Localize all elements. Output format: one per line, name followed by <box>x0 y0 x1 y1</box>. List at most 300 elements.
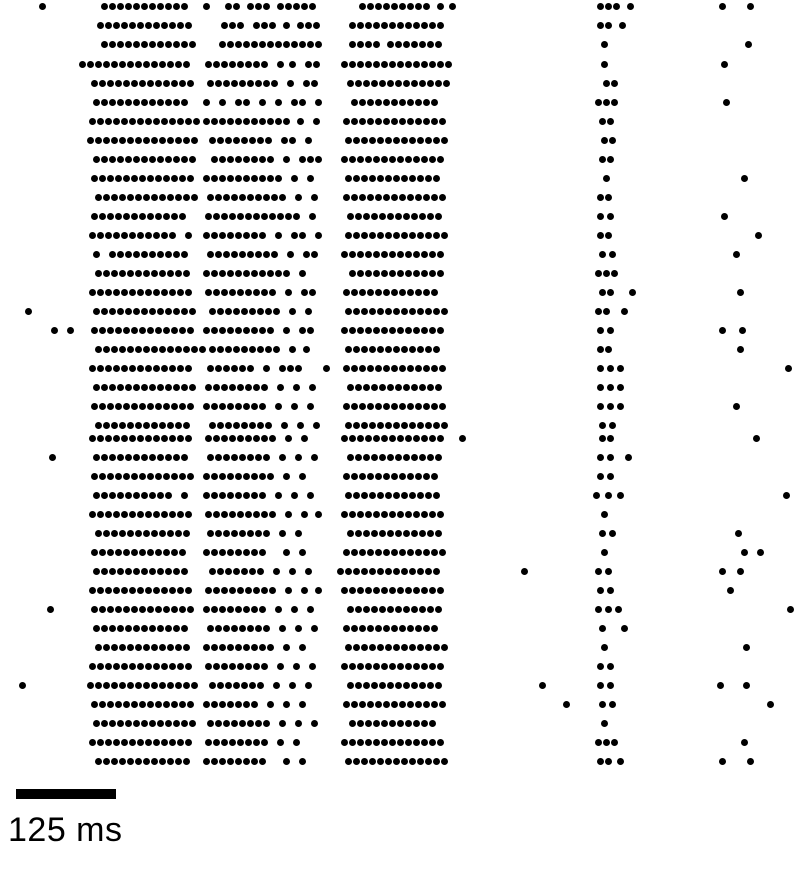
spike-marker <box>243 175 250 182</box>
spike-marker <box>159 682 166 689</box>
spike-marker <box>433 644 440 651</box>
spike-marker <box>385 492 392 499</box>
spike-marker <box>131 403 138 410</box>
spike-marker <box>93 308 100 315</box>
spike-marker <box>315 99 322 106</box>
spike-marker <box>435 384 442 391</box>
spike-marker <box>129 435 136 442</box>
spike-marker <box>263 530 270 537</box>
spike-marker <box>375 194 382 201</box>
spike-marker <box>275 492 282 499</box>
spike-marker <box>225 137 232 144</box>
spike-marker <box>741 739 748 746</box>
spike-marker <box>307 41 314 48</box>
spike-marker <box>397 270 404 277</box>
spike-marker <box>219 99 226 106</box>
spike-marker <box>229 384 236 391</box>
spike-marker <box>165 625 172 632</box>
spike-marker <box>187 175 194 182</box>
spike-marker <box>407 194 414 201</box>
spike-marker <box>111 422 118 429</box>
spike-marker <box>399 549 406 556</box>
spike-marker <box>221 213 228 220</box>
spike-marker <box>413 251 420 258</box>
spike-marker <box>435 530 442 537</box>
spike-marker <box>431 625 438 632</box>
spike-marker <box>157 41 164 48</box>
spike-marker <box>385 568 392 575</box>
spike-marker <box>145 22 152 29</box>
spike-marker <box>255 625 262 632</box>
spike-marker <box>421 435 428 442</box>
spike-marker <box>385 137 392 144</box>
spike-marker <box>213 289 220 296</box>
spike-marker <box>415 403 422 410</box>
spike-marker <box>409 232 416 239</box>
spike-marker <box>403 41 410 48</box>
spike-marker <box>397 435 404 442</box>
spike-marker <box>381 511 388 518</box>
spike-marker <box>279 454 286 461</box>
spike-marker <box>111 194 118 201</box>
spike-marker <box>607 118 614 125</box>
spike-marker <box>741 549 748 556</box>
spike-marker <box>397 720 404 727</box>
spike-marker <box>397 251 404 258</box>
spike-marker <box>421 270 428 277</box>
spike-marker <box>173 720 180 727</box>
spike-marker <box>139 473 146 480</box>
spike-marker <box>107 80 114 87</box>
spike-marker <box>205 213 212 220</box>
spike-marker <box>353 346 360 353</box>
spike-marker <box>179 327 186 334</box>
spike-marker <box>755 232 762 239</box>
spike-marker <box>361 492 368 499</box>
spike-marker <box>437 587 444 594</box>
spike-marker <box>205 587 212 594</box>
spike-marker <box>169 511 176 518</box>
spike-marker <box>285 289 292 296</box>
spike-marker <box>261 384 268 391</box>
spike-marker <box>239 720 246 727</box>
spike-marker <box>219 473 226 480</box>
spike-marker <box>141 568 148 575</box>
spike-marker <box>415 549 422 556</box>
spike-marker <box>259 473 266 480</box>
spike-marker <box>245 435 252 442</box>
spike-marker <box>429 61 436 68</box>
spike-marker <box>157 568 164 575</box>
spike-marker <box>343 701 350 708</box>
spike-marker <box>185 663 192 670</box>
spike-marker <box>405 720 412 727</box>
spike-marker <box>595 739 602 746</box>
spike-marker <box>423 473 430 480</box>
spike-marker <box>117 99 124 106</box>
spike-marker <box>369 175 376 182</box>
spike-marker <box>365 720 372 727</box>
spike-marker <box>625 454 632 461</box>
spike-marker <box>211 175 218 182</box>
spike-marker <box>431 365 438 372</box>
spike-marker <box>235 41 242 48</box>
spike-marker <box>123 213 130 220</box>
spike-marker <box>289 137 296 144</box>
spike-marker <box>417 568 424 575</box>
spike-marker <box>343 194 350 201</box>
spike-marker <box>239 625 246 632</box>
spike-marker <box>277 663 284 670</box>
spike-marker <box>189 41 196 48</box>
spike-marker <box>345 758 352 765</box>
spike-marker <box>265 137 272 144</box>
spike-marker <box>253 663 260 670</box>
spike-marker <box>337 568 344 575</box>
spike-marker <box>157 308 164 315</box>
spike-marker <box>155 701 162 708</box>
spike-marker <box>199 346 206 353</box>
spike-marker <box>221 739 228 746</box>
spike-marker <box>305 308 312 315</box>
spike-marker <box>389 61 396 68</box>
spike-marker <box>97 22 104 29</box>
spike-marker <box>177 587 184 594</box>
spike-marker <box>121 118 128 125</box>
spike-marker <box>139 175 146 182</box>
spike-marker <box>213 384 220 391</box>
spike-marker <box>211 327 218 334</box>
spike-marker <box>347 682 354 689</box>
spike-marker <box>413 61 420 68</box>
spike-marker <box>159 644 166 651</box>
spike-marker <box>373 511 380 518</box>
spike-marker <box>389 270 396 277</box>
spike-marker <box>203 232 210 239</box>
spike-marker <box>183 644 190 651</box>
spike-marker <box>187 327 194 334</box>
spike-marker <box>275 118 282 125</box>
spike-marker <box>269 289 276 296</box>
spike-marker <box>265 422 272 429</box>
spike-marker <box>599 701 606 708</box>
spike-marker <box>123 175 130 182</box>
spike-marker <box>315 156 322 163</box>
spike-marker <box>149 625 156 632</box>
spike-marker <box>379 384 386 391</box>
spike-marker <box>389 587 396 594</box>
spike-marker <box>93 720 100 727</box>
spike-marker <box>395 682 402 689</box>
spike-marker <box>367 701 374 708</box>
spike-marker <box>371 384 378 391</box>
spike-marker <box>231 720 238 727</box>
spike-marker <box>241 137 248 144</box>
spike-marker <box>181 720 188 727</box>
spike-marker <box>413 22 420 29</box>
spike-marker <box>309 384 316 391</box>
spike-marker <box>617 384 624 391</box>
spike-marker <box>97 365 104 372</box>
spike-marker <box>175 682 182 689</box>
spike-marker <box>165 568 172 575</box>
spike-marker <box>223 80 230 87</box>
spike-marker <box>151 422 158 429</box>
spike-marker <box>607 682 614 689</box>
spike-marker <box>177 739 184 746</box>
spike-marker <box>381 739 388 746</box>
spike-marker <box>235 175 242 182</box>
spike-marker <box>257 568 264 575</box>
spike-marker <box>181 454 188 461</box>
spike-marker <box>609 137 616 144</box>
spike-marker <box>217 308 224 315</box>
spike-marker <box>431 194 438 201</box>
spike-marker <box>341 251 348 258</box>
spike-marker <box>621 625 628 632</box>
spike-marker <box>103 194 110 201</box>
spike-marker <box>611 739 618 746</box>
spike-marker <box>597 384 604 391</box>
spike-marker <box>177 435 184 442</box>
spike-marker <box>185 232 192 239</box>
spike-marker <box>169 365 176 372</box>
spike-marker <box>143 422 150 429</box>
spike-marker <box>153 587 160 594</box>
spike-marker <box>351 289 358 296</box>
spike-marker <box>101 454 108 461</box>
spike-marker <box>141 720 148 727</box>
spike-marker <box>309 3 316 10</box>
spike-marker <box>109 720 116 727</box>
spike-marker <box>137 22 144 29</box>
spike-marker <box>129 663 136 670</box>
spike-marker <box>189 720 196 727</box>
spike-marker <box>227 549 234 556</box>
spike-marker <box>409 422 416 429</box>
spike-marker <box>105 511 112 518</box>
spike-marker <box>605 568 612 575</box>
spike-marker <box>433 492 440 499</box>
spike-marker <box>259 232 266 239</box>
spike-marker <box>259 403 266 410</box>
spike-marker <box>163 213 170 220</box>
spike-marker <box>109 3 116 10</box>
spike-marker <box>359 194 366 201</box>
spike-marker <box>433 308 440 315</box>
spike-marker <box>89 435 96 442</box>
spike-marker <box>357 739 364 746</box>
spike-marker <box>157 720 164 727</box>
spike-marker <box>213 511 220 518</box>
spike-marker <box>313 61 320 68</box>
spike-marker <box>295 720 302 727</box>
spike-marker <box>223 365 230 372</box>
spike-marker <box>263 365 270 372</box>
spike-marker <box>425 346 432 353</box>
spike-marker <box>345 308 352 315</box>
spike-marker <box>407 403 414 410</box>
spike-marker <box>445 61 452 68</box>
spike-marker <box>285 3 292 10</box>
spike-marker <box>133 41 140 48</box>
spike-marker <box>369 422 376 429</box>
spike-marker <box>121 511 128 518</box>
spike-marker <box>423 365 430 372</box>
spike-marker <box>401 175 408 182</box>
spike-marker <box>301 587 308 594</box>
spike-marker <box>413 720 420 727</box>
spike-marker <box>343 365 350 372</box>
spike-marker <box>119 758 126 765</box>
spike-marker <box>155 213 162 220</box>
spike-marker <box>185 289 192 296</box>
spike-marker <box>607 289 614 296</box>
spike-marker <box>433 422 440 429</box>
spike-marker <box>381 587 388 594</box>
spike-marker <box>175 530 182 537</box>
spike-marker <box>399 118 406 125</box>
spike-marker <box>349 435 356 442</box>
spike-marker <box>409 308 416 315</box>
spike-marker <box>143 682 150 689</box>
spike-marker <box>615 606 622 613</box>
spike-marker <box>105 232 112 239</box>
spike-marker <box>183 270 190 277</box>
spike-marker <box>341 663 348 670</box>
spike-marker <box>403 80 410 87</box>
spike-marker <box>265 308 272 315</box>
spike-marker <box>305 22 312 29</box>
spike-marker <box>371 454 378 461</box>
spike-marker <box>385 308 392 315</box>
spike-marker <box>263 194 270 201</box>
spike-marker <box>421 587 428 594</box>
spike-marker <box>259 549 266 556</box>
spike-marker <box>175 137 182 144</box>
spike-marker <box>607 365 614 372</box>
spike-marker <box>425 308 432 315</box>
spike-marker <box>105 435 112 442</box>
spike-marker <box>143 530 150 537</box>
spike-marker <box>235 99 242 106</box>
spike-marker <box>99 606 106 613</box>
spike-marker <box>147 327 154 334</box>
spike-marker <box>411 606 418 613</box>
spike-marker <box>187 701 194 708</box>
spike-marker <box>87 137 94 144</box>
spike-marker <box>719 758 726 765</box>
spike-marker <box>357 156 364 163</box>
spike-marker <box>153 118 160 125</box>
spike-marker <box>219 175 226 182</box>
spike-marker <box>363 213 370 220</box>
spike-marker <box>151 682 158 689</box>
spike-marker <box>717 682 724 689</box>
spike-marker <box>115 213 122 220</box>
spike-marker <box>387 530 394 537</box>
spike-marker <box>433 346 440 353</box>
spike-marker <box>247 251 254 258</box>
spike-marker <box>131 175 138 182</box>
spike-marker <box>117 384 124 391</box>
spike-marker <box>275 175 282 182</box>
spike-marker <box>359 99 366 106</box>
spike-marker <box>157 384 164 391</box>
spike-marker <box>365 587 372 594</box>
spike-marker <box>105 365 112 372</box>
spike-marker <box>165 41 172 48</box>
spike-marker <box>597 454 604 461</box>
spike-marker <box>193 118 200 125</box>
spike-marker <box>393 422 400 429</box>
spike-marker <box>223 251 230 258</box>
spike-marker <box>153 511 160 518</box>
spike-marker <box>279 625 286 632</box>
spike-marker <box>441 308 448 315</box>
spike-marker <box>133 492 140 499</box>
spike-marker <box>351 625 358 632</box>
spike-marker <box>191 346 198 353</box>
spike-marker <box>109 156 116 163</box>
spike-marker <box>89 118 96 125</box>
spike-marker <box>757 549 764 556</box>
spike-marker <box>241 568 248 575</box>
spike-marker <box>599 625 606 632</box>
spike-marker <box>351 365 358 372</box>
spike-marker <box>95 61 102 68</box>
spike-marker <box>161 118 168 125</box>
spike-marker <box>183 530 190 537</box>
spike-marker <box>171 473 178 480</box>
spike-marker <box>735 530 742 537</box>
spike-marker <box>787 606 794 613</box>
spike-marker <box>157 156 164 163</box>
spike-marker <box>263 3 270 10</box>
spike-marker <box>217 682 224 689</box>
spike-marker <box>357 22 364 29</box>
spike-marker <box>125 41 132 48</box>
spike-marker <box>429 739 436 746</box>
spike-marker <box>439 549 446 556</box>
spike-marker <box>183 346 190 353</box>
spike-marker <box>357 720 364 727</box>
spike-marker <box>181 99 188 106</box>
spike-marker <box>101 625 108 632</box>
spike-marker <box>267 473 274 480</box>
spike-marker <box>91 80 98 87</box>
spike-marker <box>353 422 360 429</box>
spike-marker <box>177 365 184 372</box>
spike-marker <box>273 682 280 689</box>
spike-marker <box>97 739 104 746</box>
spike-marker <box>349 739 356 746</box>
spike-marker <box>147 549 154 556</box>
scale-bar-line <box>16 789 116 799</box>
spike-marker <box>283 118 290 125</box>
spike-marker <box>211 492 218 499</box>
spike-marker <box>167 137 174 144</box>
spike-marker <box>205 61 212 68</box>
spike-marker <box>361 758 368 765</box>
spike-marker <box>443 80 450 87</box>
spike-marker <box>597 213 604 220</box>
spike-marker <box>243 758 250 765</box>
spike-marker <box>399 625 406 632</box>
spike-marker <box>373 663 380 670</box>
spike-marker <box>389 156 396 163</box>
spike-marker <box>437 270 444 277</box>
